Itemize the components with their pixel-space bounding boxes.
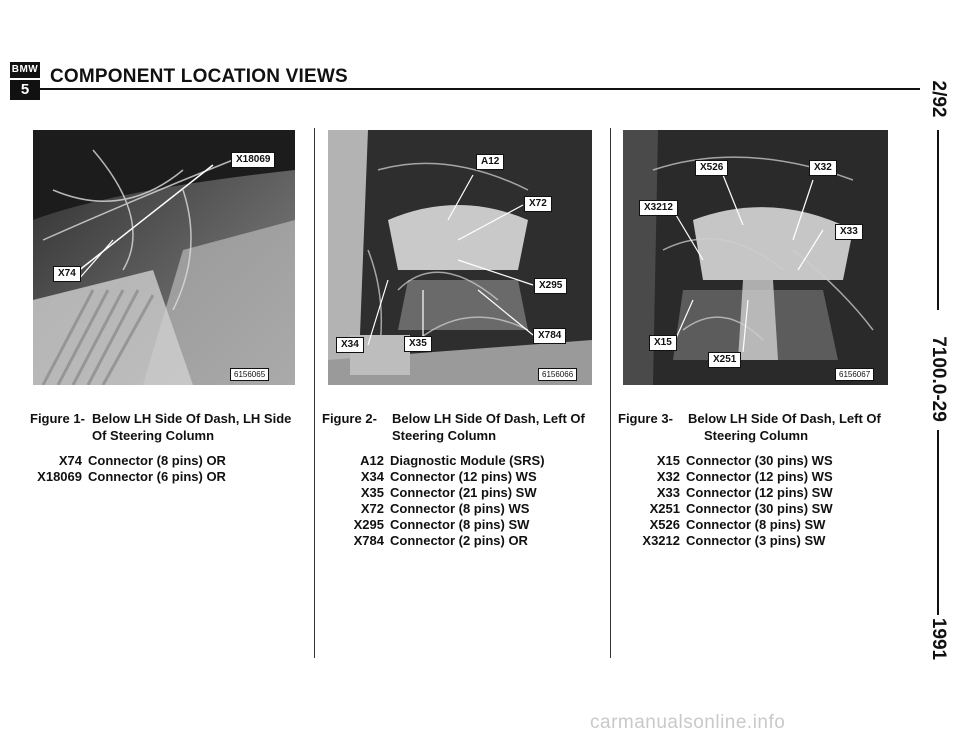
figure-2-label: Figure 2- <box>322 411 377 426</box>
callout-x526: X526 <box>695 160 728 176</box>
legend-desc: Connector (8 pins) WS <box>390 501 530 516</box>
figure-1-caption-line1: Below LH Side Of Dash, LH Side <box>92 411 292 426</box>
legend-desc: Connector (12 pins) WS <box>686 469 833 484</box>
legend-desc: Connector (21 pins) SW <box>390 485 537 500</box>
callout-x33: X33 <box>835 224 863 240</box>
legend-desc: Connector (3 pins) SW <box>686 533 826 548</box>
margin-rule-1 <box>937 130 939 310</box>
logo-brand: BMW <box>10 62 40 78</box>
margin-section: 7100.0-29 <box>928 336 949 422</box>
callout-x3212: X3212 <box>639 200 678 216</box>
legend-code: A12 <box>360 453 384 468</box>
legend-row <box>322 453 545 469</box>
legend-desc: Connector (8 pins) SW <box>390 517 530 532</box>
legend-row <box>322 517 545 533</box>
figure-3-caption-line2: Steering Column <box>704 428 809 443</box>
figure-3-legend <box>618 453 833 549</box>
figure-2-legend <box>322 453 545 549</box>
figure-3-part-number: 6156067 <box>835 368 874 381</box>
legend-code: X18069 <box>37 469 82 484</box>
bmw-5-series-logo <box>10 62 40 100</box>
figure-1-photo <box>33 130 295 385</box>
legend-desc: Connector (2 pins) OR <box>390 533 528 548</box>
figure-1-legend <box>30 453 226 485</box>
legend-row <box>322 533 545 549</box>
legend-code: X72 <box>360 501 384 516</box>
figure-1-part-number: 6156065 <box>230 368 269 381</box>
legend-desc: Connector (12 pins) SW <box>686 485 833 500</box>
legend-code: X74 <box>58 453 82 468</box>
margin-year: 1991 <box>928 617 949 661</box>
figure-3-caption-line1: Below LH Side Of Dash, Left Of <box>688 411 881 426</box>
callout-x295: X295 <box>534 278 567 294</box>
legend-code: X784 <box>353 533 384 548</box>
legend-code: X32 <box>656 469 680 484</box>
figure-2-caption <box>322 410 607 444</box>
legend-desc: Connector (30 pins) SW <box>686 501 833 516</box>
callout-x34: X34 <box>336 337 364 353</box>
legend-row <box>618 469 833 485</box>
legend-row <box>618 501 833 517</box>
callout-x15: X15 <box>649 335 677 351</box>
legend-desc: Diagnostic Module (SRS) <box>390 453 545 468</box>
callout-x72: X72 <box>524 196 552 212</box>
callout-x35: X35 <box>404 336 432 352</box>
column-divider-2 <box>610 128 611 658</box>
legend-row <box>618 533 833 549</box>
figure-3-label: Figure 3- <box>618 411 673 426</box>
figure-1-caption <box>30 410 310 444</box>
legend-code: X35 <box>360 485 384 500</box>
legend-row <box>322 469 545 485</box>
legend-row <box>30 469 226 485</box>
figure-2-part-number: 6156066 <box>538 368 577 381</box>
legend-code: X295 <box>353 517 384 532</box>
callout-x784: X784 <box>533 328 566 344</box>
legend-code: X3212 <box>642 533 680 548</box>
legend-code: X251 <box>649 501 680 516</box>
legend-code: X33 <box>656 485 680 500</box>
margin-date: 2/92 <box>928 80 949 118</box>
legend-row <box>618 485 833 501</box>
legend-desc: Connector (8 pins) SW <box>686 517 826 532</box>
callout-x32: X32 <box>809 160 837 176</box>
legend-row <box>322 501 545 517</box>
margin-rule-2 <box>937 430 939 615</box>
watermark-text: carmanualsonline.info <box>590 712 786 733</box>
legend-desc: Connector (30 pins) WS <box>686 453 833 468</box>
legend-code: X15 <box>656 453 680 468</box>
figure-2-caption-line2: Steering Column <box>392 428 497 443</box>
legend-row <box>618 517 833 533</box>
page-title: COMPONENT LOCATION VIEWS <box>50 66 348 87</box>
figure-2-photo <box>328 130 592 385</box>
logo-series: 5 <box>10 80 40 100</box>
figure-1-label: Figure 1- <box>30 411 85 426</box>
header-rule <box>40 88 920 90</box>
column-divider-1 <box>314 128 315 658</box>
figure-3-caption <box>618 410 908 444</box>
figure-1-caption-line2: Of Steering Column <box>92 428 215 443</box>
legend-code: X526 <box>649 517 680 532</box>
figure-3-photo <box>623 130 888 385</box>
legend-row <box>322 485 545 501</box>
legend-desc: Connector (8 pins) OR <box>88 453 226 468</box>
figure-2-caption-line1: Below LH Side Of Dash, Left Of <box>392 411 585 426</box>
legend-desc: Connector (12 pins) WS <box>390 469 537 484</box>
callout-x74: X74 <box>53 266 81 282</box>
callout-a12: A12 <box>476 154 504 170</box>
legend-row <box>30 453 226 469</box>
callout-x251: X251 <box>708 352 741 368</box>
callout-x18069: X18069 <box>231 152 275 168</box>
legend-desc: Connector (6 pins) OR <box>88 469 226 484</box>
legend-code: X34 <box>360 469 384 484</box>
legend-row <box>618 453 833 469</box>
